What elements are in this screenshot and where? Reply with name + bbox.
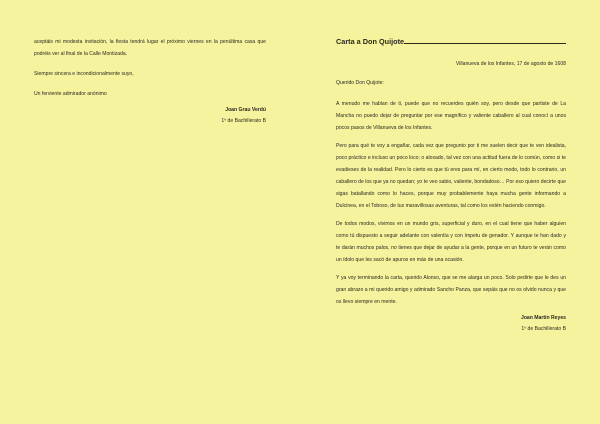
letter-title: [336, 36, 566, 48]
right-page: [300, 0, 600, 424]
letter-paragraph-3: De todos modos, vivimos en un mundo gris, superficial y duro, en el cual tiene que haber alguien como tú dispuesto a seguir adelante con valentía y con ímpetu de genador. Y aunque te han dado y te darán muchos palos, no tienes que dejar de ayudar a la gente, porque en un futuro te verán como un ídolo que les sacó de apuros en más de una ocasión.: [336, 221, 566, 263]
title-underline: [404, 39, 566, 44]
letter-greeting: Querido Don Quijote:: [336, 80, 384, 86]
left-paragraph-invitation: aceptáis mi modesta invitación, la fiesta tendrá lugar el próximo viernes en la penúltima casa que podréis ver al final de la Calle Montizada.: [34, 39, 266, 57]
letter-paragraph-4: Y ya voy terminando la carta, querido Alonso, que se me alarga un poco. Solo pedirte que le des un gran abrazo a mi querido amigo y admirado Sancho Panza, que sepáis que no os olvido nunca y que os llevo siempre en mente.: [336, 275, 566, 305]
left-signature-name: Joan Grau Verdú: [225, 107, 266, 113]
letter-paragraph-2: Pero para qué te voy a engañar, cada vez que pregunto por ti me suelen decir que te ven idealista, poco práctico e incluso un poco loco; o aloxado, tal vez con una actitud fuera de lo común, como si te evadieses de la realidad. Pero lo cierto es que tú eres para mí, en cierto modo, todo lo contrario, un caballero de los que ya no quedan; yo te veo sabio, valiente, bondadoso… Por eso quiero decirte que sigas batallando como lo haces, porque muy probablemente haya mucha gente informando a Dulcinea, en el Toboso, de tus maravillosas aventuras, tal como los estén haciendo conmigo.: [336, 143, 566, 209]
letter-date: Villanueva de los Infantes, 17 de agosto de 1608: [455, 61, 566, 67]
left-paragraph-closing: Siempre sincera e incondicionalmente suyo,: [34, 71, 134, 77]
right-signature-grade: 1º de Bachillerato B: [521, 326, 566, 332]
left-paragraph-sender: Un ferviente admirador anónimo: [34, 91, 107, 97]
right-signature-name: Joan Martín Reyes: [520, 315, 566, 321]
letter-paragraph-1: A menudo me hablan de ti, puede que no recuerdes quién soy, pero desde que partiste de La Mancha no puedo dejar de preguntar por ese magnífico y valiente caballero al cual conocí a unos pocos pasos de Villanueva de los Infantes.: [336, 101, 566, 131]
letter-title-text: Carta a Don Quijote: [336, 37, 405, 46]
left-signature-grade: 1º de Bachillerato B: [221, 118, 266, 124]
